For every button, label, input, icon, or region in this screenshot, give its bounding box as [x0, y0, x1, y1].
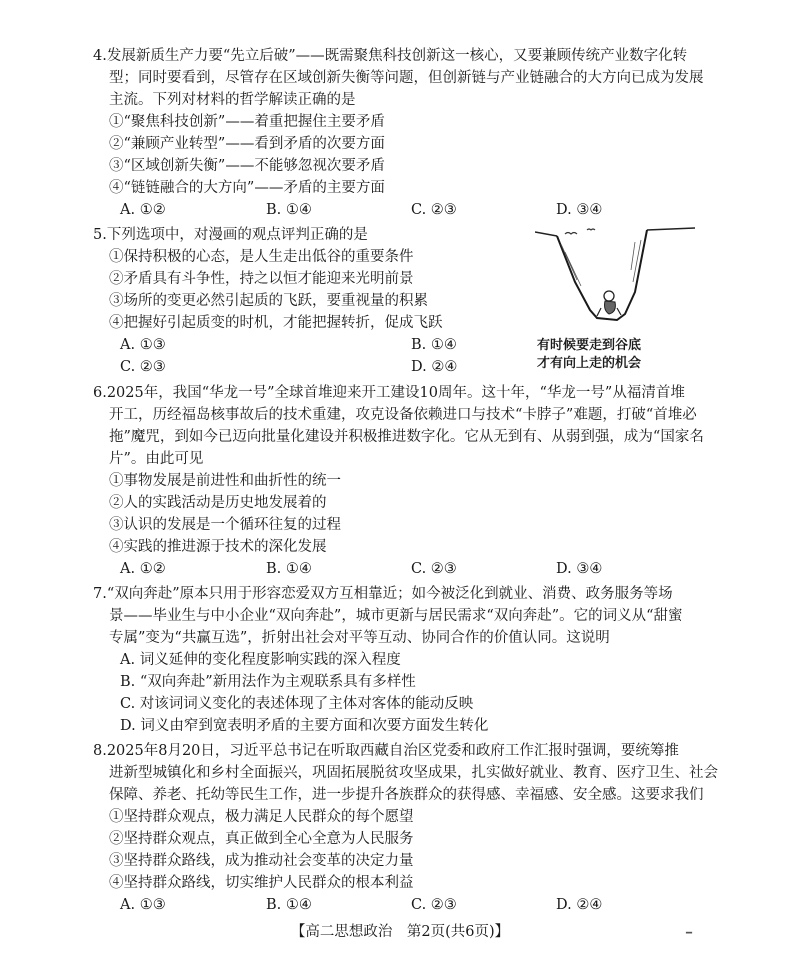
q7-option-b: B. “双向奔赴”新用法作为主观联系具有多样性 — [120, 674, 416, 690]
q4-option-d: D. ③④ — [556, 202, 603, 218]
q7-option-d: D. 词义由窄到宽表明矛盾的主要方面和次要方面发生转化 — [120, 718, 489, 734]
q8-option-c: C. ②③ — [411, 897, 457, 913]
q7-option-a: A. 词义延伸的变化程度影响实践的深入程度 — [120, 652, 401, 668]
q4-statement-4: ④“链链融合的大方向”——矛盾的主要方面 — [109, 180, 385, 196]
figure-head — [604, 291, 614, 301]
q8-option-b: B. ①④ — [266, 897, 312, 913]
q6-statement-1: ①事物发展是前进性和曲折性的统一 — [109, 473, 341, 489]
q6-statement-3: ③认识的发展是一个循环往复的过程 — [109, 517, 341, 533]
corner-mark: ━ — [686, 928, 693, 939]
q7-stem-line-3: 专属”变为“共赢互选”，折射出社会对平等互动、协同合作的价值认同。这说明 — [109, 630, 610, 646]
q7-stem-line-1: 7.“双向奔赴”原本只用于形容恋爱双方互相靠近；如今被泛化到就业、消费、政务服务等场 — [93, 586, 673, 602]
q6-stem-line-2: 开工，历经福岛核事故后的技术重建，攻克设备依赖进口与技术“卡脖子”难题，打破“首堆必 — [109, 407, 697, 423]
page-footer: 【高二思想政治 第2页(共6页)】 — [290, 924, 510, 940]
q5-statement-1: ①保持积极的心态，是人生走出低谷的重要条件 — [109, 249, 414, 265]
q5-option-b: B. ①④ — [411, 337, 457, 353]
q6-statement-2: ②人的实践活动是历史地发展着的 — [109, 495, 327, 511]
left-ground — [535, 232, 557, 236]
q4-stem-line-3: 主流。下列对材料的哲学解读正确的是 — [109, 92, 356, 108]
valley-outline — [557, 230, 647, 320]
q5-option-c: C. ②③ — [120, 359, 166, 375]
q8-stem-line-1: 8.2025年8月20日，习近平总书记在听取西藏自治区党委和政府工作汇报时强调，要统筹推 — [93, 743, 679, 759]
q8-statement-1: ①坚持群众观点，极力满足人民群众的每个愿望 — [109, 809, 414, 825]
q8-stem-line-3: 保障、养老、托幼等民生工作，进一步提升各族群众的获得感、幸福感、安全感。这要求我们 — [109, 787, 704, 803]
q4-stem-line-2: 型；同时要看到，尽管存在区域创新失衡等问题，但创新链与产业链融合的大方向已成为发展 — [109, 70, 704, 86]
q7-option-c: C. 对该词词义变化的表述体现了主体对客体的能动反映 — [120, 696, 474, 712]
q6-option-a: A. ①② — [120, 561, 166, 577]
cartoon-caption-line-2: 才有向上走的机会 — [537, 356, 642, 371]
right-ground — [647, 228, 695, 230]
q5-stem-line-1: 5.下列选项中，对漫画的观点评判正确的是 — [93, 227, 368, 243]
q8-statement-4: ④坚持群众路线，切实维护人民群众的根本利益 — [109, 875, 414, 891]
q5-statement-2: ②矛盾具有斗争性，持之以恒才能迎来光明前景 — [109, 271, 414, 287]
q6-option-d: D. ③④ — [556, 561, 603, 577]
bird-mark — [587, 229, 595, 230]
q4-statement-2: ②“兼顾产业转型”——看到矛盾的次要方面 — [109, 136, 385, 152]
q4-option-a: A. ①② — [120, 202, 166, 218]
figure-body — [605, 301, 616, 314]
q6-stem-line-4: 片”。由此可见 — [109, 451, 204, 467]
bird-mark — [565, 233, 577, 235]
cartoon-drawing — [535, 222, 695, 332]
q8-statement-3: ③坚持群众路线，成为推动社会变革的决定力量 — [109, 853, 414, 869]
q4-option-b: B. ①④ — [266, 202, 312, 218]
q5-option-d: D. ②④ — [411, 359, 458, 375]
q6-stem-line-1: 6.2025年，我国“华龙一号”全球首堆迎来开工建设10周年。这十年，“华龙一号”从福清首堆 — [93, 385, 685, 401]
q4-statement-1: ①“聚焦科技创新”——着重把握住主要矛盾 — [109, 114, 385, 130]
q6-option-b: B. ①④ — [266, 561, 312, 577]
cartoon-valley — [535, 222, 695, 370]
cartoon-caption-line-1: 有时候要走到谷底 — [537, 338, 642, 353]
q8-stem-line-2: 进新型城镇化和乡村全面振兴，巩固拓展脱贫攻坚成果，扎实做好就业、教育、医疗卫生、社会 — [109, 765, 718, 781]
q7-stem-line-2: 景——毕业生与中小企业“双向奔赴”，城市更新与居民需求“双向奔赴”。它的词义从“甜蜜 — [109, 608, 683, 624]
q6-option-c: C. ②③ — [411, 561, 457, 577]
q5-statement-4: ④把握好引起质变的时机，才能把握转折，促成飞跃 — [109, 315, 443, 331]
q4-stem-line-1: 4.发展新质生产力要“先立后破”——既需聚焦科技创新这一核心，又要兼顾传统产业数字化转 — [93, 48, 688, 64]
q8-statement-2: ②坚持群众观点，真正做到全心全意为人民服务 — [109, 831, 414, 847]
q8-option-d: D. ②④ — [556, 897, 603, 913]
q4-statement-3: ③“区域创新失衡”——不能够忽视次要矛盾 — [109, 158, 385, 174]
q5-statement-3: ③场所的变更必然引起质的飞跃，要重视量的积累 — [109, 293, 428, 309]
q6-statement-4: ④实践的推进源于技术的深化发展 — [109, 539, 327, 555]
q8-option-a: A. ①③ — [120, 897, 166, 913]
q4-option-c: C. ②③ — [411, 202, 457, 218]
q6-stem-line-3: 拖”魔咒，到如今已迈向批量化建设并积极推进数字化。它从无到有、从弱到强，成为“国家名 — [109, 429, 704, 445]
q5-option-a: A. ①③ — [120, 337, 166, 353]
